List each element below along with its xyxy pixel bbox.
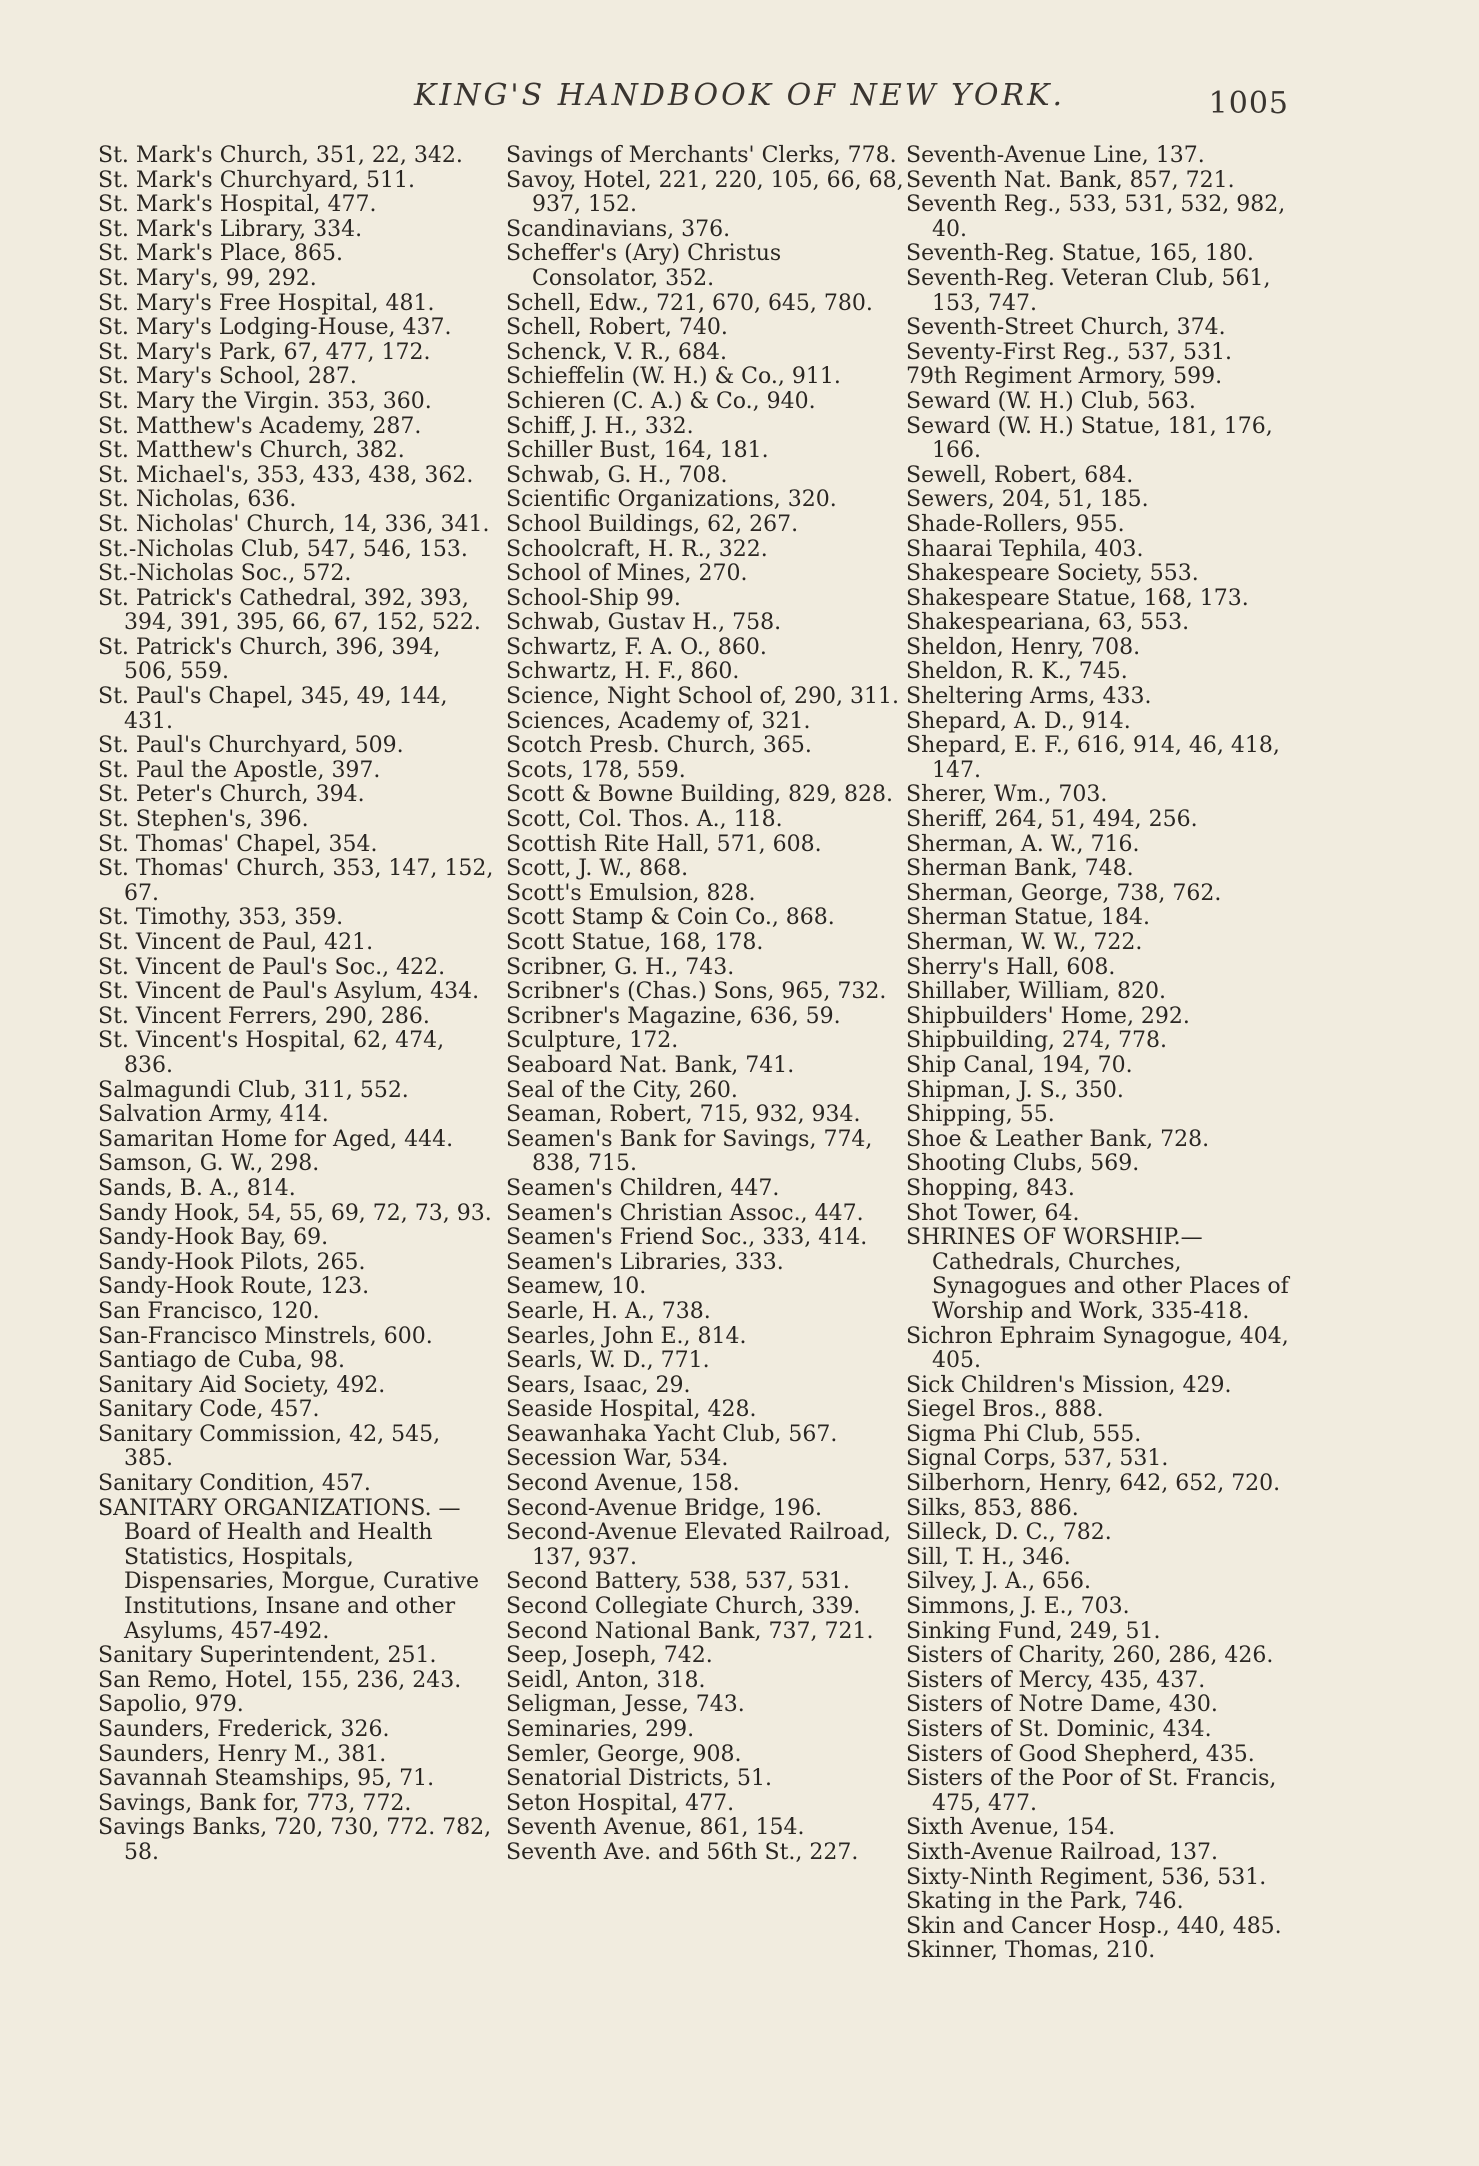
index-entry: St. Mark's Hospital, 477. <box>98 192 377 218</box>
index-entry: SHRINES OF WORSHIP.— Cathedrals, Churches, Synagogues and other Places of Worship and Work, 335-418. <box>906 1225 1289 1324</box>
index-entry: Sixth-Avenue Railroad, 137. <box>906 1839 1218 1865</box>
running-title: KING'S HANDBOOK OF NEW YORK. <box>413 78 1066 113</box>
index-entry: St. Timothy, 353, 359. <box>98 905 344 931</box>
index-entry: St. Patrick's Church, 396, 394, 506, 559. <box>98 634 441 685</box>
index-entry: Schieffelin (W. H.) & Co., 911. <box>506 364 841 390</box>
index-entry: St. Vincent's Hospital, 62, 474, 836. <box>98 1028 445 1078</box>
index-entry: Seminaries, 299. <box>506 1717 695 1742</box>
index-entry: Schiller Bust, 164, 181. <box>506 438 769 464</box>
index-entry: Sherer, Wm., 703. <box>906 782 1108 808</box>
index-entry: Seton Hospital, 477. <box>506 1790 735 1816</box>
index-entry: Scott Stamp & Coin Co., 868. <box>506 905 835 931</box>
index-entry: Skin and Cancer Hosp., 440, 485. <box>906 1913 1282 1939</box>
index-entry: St. Paul the Apostle, 397. <box>98 757 381 783</box>
index-entry: Silleck, D. C., 782. <box>906 1520 1112 1546</box>
index-entry: Seaboard Nat. Bank, 741. <box>506 1052 795 1078</box>
index-entry: Scribner's Magazine, 636, 59. <box>506 1003 841 1029</box>
index-entry: St. Patrick's Cathedral, 392, 393, 394, 391, 395, 66, 67, 152, 522. <box>98 585 481 636</box>
index-entry: Schiff, J. H., 332. <box>506 413 694 439</box>
index-entry: Seventh-Avenue Line, 137. <box>906 143 1205 168</box>
index-entry: Savannah Steamships, 95, 71. <box>98 1766 435 1792</box>
index-entry: Scribner's (Chas.) Sons, 965, 732. <box>506 979 887 1005</box>
index-entry: Shipbuilding, 274, 778. <box>906 1028 1168 1054</box>
index-entry: Sichron Ephraim Synagogue, 404, 405. <box>906 1323 1289 1374</box>
index-entry: San Francisco, 120. <box>98 1298 320 1324</box>
index-entry: Seventh Nat. Bank, 857, 721. <box>906 167 1235 193</box>
index-entry: Seventh Ave. and 56th St., 227. <box>506 1839 859 1865</box>
index-entry: Sinking Fund, 249, 51. <box>906 1618 1161 1644</box>
index-entry: Sanitary Condition, 457. <box>98 1471 371 1497</box>
index-entry: St. Nicholas' Church, 14, 336, 341. <box>98 511 490 537</box>
index-entry: St. Vincent Ferrers, 290, 286. <box>98 1003 430 1029</box>
index-entry: St. Matthew's Church, 382. <box>98 438 405 464</box>
index-entry: Sandy-Hook Bay, 69. <box>98 1225 329 1251</box>
index-entry: Sigma Phi Club, 555. <box>906 1421 1142 1447</box>
index-entry: Sisters of Notre Dame, 430. <box>906 1692 1218 1718</box>
index-entry: St. Vincent de Paul's Asylum, 434. <box>98 979 480 1005</box>
index-entry: St. Mary's Lodging-House, 437. <box>98 315 452 341</box>
index-entry: Shipbuilders' Home, 292. <box>906 1003 1190 1029</box>
index-entry: Silks, 853, 886. <box>906 1495 1079 1521</box>
index-entry: San Remo, Hotel, 155, 236, 243. <box>98 1667 462 1693</box>
index-entry: St. Mark's Church, 351, 22, 342. <box>98 143 463 168</box>
index-entry: Santiago de Cuba, 98. <box>98 1348 345 1374</box>
index-entry: Sapolio, 979. <box>98 1692 244 1718</box>
index-entry: Seaman, Robert, 715, 932, 934. <box>506 1102 861 1128</box>
page-number: 1005 <box>1208 86 1289 121</box>
index-entry: Board of Health and Health Statistics, Hospitals, Dispensaries, Morgue, Curative Institutions, Insane and other Asylums, 457-492. <box>124 1520 479 1644</box>
index-entry: Silvey, J. A., 656. <box>906 1569 1092 1595</box>
index-entry: St. Vincent de Paul's Soc., 422. <box>98 954 446 980</box>
index-entry: Second Battery, 538, 537, 531. <box>506 1569 850 1595</box>
index-entry: Sanitary Aid Society, 492. <box>98 1372 386 1398</box>
index-entry: Savoy, Hotel, 221, 220, 105, 66, 68, 937, 152. <box>506 167 904 218</box>
index-entry: Shepard, A. D., 914. <box>906 708 1131 734</box>
index-columns <box>0 144 1479 2044</box>
index-entry: Seligman, Jesse, 743. <box>506 1692 745 1718</box>
index-entry: Sherman Bank, 748. <box>906 856 1134 882</box>
index-entry: School-Ship 99. <box>506 585 681 611</box>
index-entry: Sculpture, 172. <box>506 1028 679 1054</box>
index-entry: Second-Avenue Elevated Railroad, 137, 937. <box>506 1520 891 1570</box>
index-entry: Searls, W. D., 771. <box>506 1348 710 1374</box>
index-entry: Seaside Hospital, 428. <box>506 1397 757 1423</box>
index-entry: Shakespeariana, 63, 553. <box>906 610 1190 636</box>
index-entry: Seamen's Libraries, 333. <box>506 1249 784 1275</box>
index-entry: San-Francisco Minstrels, 600. <box>98 1323 433 1349</box>
index-entry: St. Paul's Chapel, 345, 49, 144, 431. <box>98 684 448 734</box>
index-entry: Second Collegiate Church, 339. <box>506 1594 861 1620</box>
index-entry: Seamen's Children, 447. <box>506 1175 780 1201</box>
index-entry: Sixty-Ninth Regiment, 536, 531. <box>906 1864 1267 1890</box>
index-entry: Schell, Robert, 740. <box>506 315 728 341</box>
index-entry: Scott & Bowne Building, 829, 828. <box>506 782 894 808</box>
index-entry: Shade-Rollers, 955. <box>906 511 1125 537</box>
index-entry: Science, Night School of, 290, 311. <box>506 684 899 710</box>
index-entry: St. Mary's, 99, 292. <box>98 265 317 291</box>
index-entry: Sanitary Code, 457. <box>98 1397 320 1423</box>
index-entry: School of Mines, 270. <box>506 561 748 587</box>
index-entry: Sands, B. A., 814. <box>98 1175 296 1201</box>
index-entry: Sisters of Good Shepherd, 435. <box>906 1741 1255 1767</box>
index-entry: Sandy-Hook Route, 123. <box>98 1274 370 1300</box>
index-entry: Sixth Avenue, 154. <box>906 1815 1116 1841</box>
index-entry: Salvation Army, 414. <box>98 1102 329 1128</box>
index-entry: Sheltering Arms, 433. <box>906 684 1152 710</box>
index-entry: Shillaber, William, 820. <box>906 979 1166 1005</box>
index-entry: St. Paul's Churchyard, 509. <box>98 733 404 759</box>
index-entry: Shakespeare Statue, 168, 173. <box>906 585 1249 611</box>
index-entry: St. Mark's Place, 865. <box>98 241 343 267</box>
index-entry: St. Mary's Park, 67, 477, 172. <box>98 339 431 365</box>
index-entry: Schieren (C. A.) & Co., 940. <box>506 388 816 414</box>
index-entry: Second National Bank, 737, 721. <box>506 1618 874 1644</box>
index-entry: Scott, Col. Thos. A., 118. <box>506 807 783 833</box>
index-entry: Seventh-Reg. Veteran Club, 561, 153, 747. <box>906 265 1271 316</box>
index-entry: St. Nicholas, 636. <box>98 487 297 513</box>
index-entry: Scandinavians, 376. <box>506 216 731 242</box>
index-entry: Schell, Edw., 721, 670, 645, 780. <box>506 290 873 316</box>
index-entry: Scientific Organizations, 320. <box>506 487 837 513</box>
index-entry: Seventh Reg., 533, 531, 532, 982, 40. <box>906 192 1286 242</box>
index-entry: Savings Banks, 720, 730, 772. 782, 58. <box>98 1815 492 1865</box>
index-entry: Sherman Statue, 184. <box>906 905 1150 931</box>
index-entry: St. Mary the Virgin. 353, 360. <box>98 388 432 414</box>
index-entry: Sisters of the Poor of St. Francis, 475, 477. <box>906 1766 1277 1816</box>
index-entry: Scott's Emulsion, 828. <box>506 880 756 906</box>
index-entry: Scott Statue, 168, 178. <box>506 930 764 955</box>
index-entry: St. Mark's Churchyard, 511. <box>98 167 416 193</box>
index-entry: Seawanhaka Yacht Club, 567. <box>506 1421 838 1447</box>
index-entry: Schwab, G. H., 708. <box>506 462 728 488</box>
index-entry: Scheffer's (Ary) Christus Consolator, 352. <box>506 241 782 291</box>
index-entry: Seidl, Anton, 318. <box>506 1667 706 1693</box>
index-entry: Siegel Bros., 888. <box>906 1397 1104 1423</box>
index-entry: Saunders, Henry M., 381. <box>98 1741 387 1767</box>
index-entry: Second Avenue, 158. <box>506 1471 740 1497</box>
index-entry: Seamen's Friend Soc., 333, 414. <box>506 1225 868 1251</box>
index-column-1 <box>98 144 496 1866</box>
index-entry: Scots, 178, 559. <box>506 757 686 783</box>
index-entry: St. Peter's Church, 394. <box>98 782 365 808</box>
index-entry: Savings of Merchants' Clerks, 778. <box>506 143 897 168</box>
index-entry: Shopping, 843. <box>906 1175 1075 1201</box>
index-entry: Samson, G. W., 298. <box>98 1151 320 1177</box>
index-entry: St. Matthew's Academy, 287. <box>98 413 422 439</box>
index-entry: Shoe & Leather Bank, 728. <box>906 1126 1210 1152</box>
index-entry: Sherman, W. W., 722. <box>906 930 1143 955</box>
index-entry: Seventh-Reg. Statue, 165, 180. <box>906 241 1254 267</box>
index-entry: Sears, Isaac, 29. <box>506 1372 691 1398</box>
index-entry: St. Thomas' Chapel, 354. <box>98 831 378 857</box>
index-entry: Schwartz, F. A. O., 860. <box>506 634 767 660</box>
index-entry: Seventh-Street Church, 374. <box>906 315 1226 341</box>
index-entry: St. Thomas' Church, 353, 147, 152, 67. <box>98 856 494 906</box>
index-entry: Sisters of St. Dominic, 434. <box>906 1717 1212 1742</box>
index-entry: Saunders, Frederick, 326. <box>98 1717 390 1742</box>
index-entry: Sisters of Charity, 260, 286, 426. <box>906 1643 1274 1669</box>
index-entry: Seamen's Christian Assoc., 447. <box>506 1200 864 1226</box>
index-entry: Schenck, V. R., 684. <box>506 339 727 365</box>
index-entry: Sill, T. H., 346. <box>906 1544 1071 1570</box>
index-entry: Silberhorn, Henry, 642, 652, 720. <box>906 1471 1281 1497</box>
index-entry: Seamen's Bank for Savings, 774, 838, 715. <box>506 1126 873 1177</box>
index-entry: Sciences, Academy of, 321. <box>506 708 811 734</box>
index-entry: 79th Regiment Armory, 599. <box>906 364 1223 390</box>
index-entry: Salmagundi Club, 311, 552. <box>98 1077 409 1103</box>
index-entry: St. Mary's Free Hospital, 481. <box>98 290 435 316</box>
index-entry: Shipman, J. S., 350. <box>906 1077 1124 1103</box>
index-entry: Sisters of Mercy, 435, 437. <box>906 1667 1206 1693</box>
index-entry: Sheriff, 264, 51, 494, 256. <box>906 807 1198 833</box>
index-entry: St. Mary's School, 287. <box>98 364 357 390</box>
index-entry: Secession War, 534. <box>506 1446 729 1472</box>
index-entry: Seventh Avenue, 861, 154. <box>506 1815 805 1841</box>
index-entry: Shepard, E. F., 616, 914, 46, 418, 147. <box>906 733 1280 783</box>
index-entry: Seamew, 10. <box>506 1274 647 1300</box>
index-entry: Shakespeare Society, 553. <box>906 561 1199 587</box>
index-entry: Samaritan Home for Aged, 444. <box>98 1126 454 1152</box>
index-entry: Schwartz, H. F., 860. <box>506 659 740 685</box>
index-entry: Sheldon, R. K., 745. <box>906 659 1128 685</box>
index-entry: Sick Children's Mission, 429. <box>906 1372 1232 1398</box>
index-entry: Searles, John E., 814. <box>506 1323 747 1349</box>
index-entry: Semler, George, 908. <box>506 1741 742 1767</box>
index-entry: St. Mark's Library, 334. <box>98 216 363 242</box>
index-entry: Ship Canal, 194, 70. <box>906 1052 1133 1078</box>
index-entry: Skinner, Thomas, 210. <box>906 1938 1156 1964</box>
index-entry: Simmons, J. E., 703. <box>906 1594 1130 1620</box>
index-entry: St.-Nicholas Soc., 572. <box>98 561 352 587</box>
index-entry: St. Vincent de Paul, 421. <box>98 930 374 955</box>
index-entry: Sandy-Hook Pilots, 265. <box>98 1249 366 1275</box>
index-column-2 <box>506 144 904 1866</box>
index-entry: Shot Tower, 64. <box>906 1200 1080 1226</box>
index-entry: Seventy-First Reg., 537, 531. <box>906 339 1232 365</box>
index-entry: Skating in the Park, 746. <box>906 1889 1184 1915</box>
index-entry: Seward (W. H.) Club, 563. <box>906 388 1196 414</box>
index-entry: Sheldon, Henry, 708. <box>906 634 1141 660</box>
index-entry: St. Stephen's, 396. <box>98 807 309 833</box>
index-entry: Shooting Clubs, 569. <box>906 1151 1140 1177</box>
index-entry: Second-Avenue Bridge, 196. <box>506 1495 823 1521</box>
index-entry: Scottish Rite Hall, 571, 608. <box>506 831 822 857</box>
index-entry: Sanitary Commission, 42, 545, 385. <box>98 1421 441 1472</box>
index-entry: School Buildings, 62, 267. <box>506 511 799 537</box>
index-entry: Scribner, G. H., 743. <box>506 954 735 980</box>
index-entry: Sherman, A. W., 716. <box>906 831 1140 857</box>
index-entry: Signal Corps, 537, 531. <box>906 1446 1169 1472</box>
index-entry: St.-Nicholas Club, 547, 546, 153. <box>98 536 468 562</box>
index-entry: Schoolcraft, H. R., 322. <box>506 536 768 562</box>
index-column-3 <box>906 144 1306 1964</box>
index-entry: Schwab, Gustav H., 758. <box>506 610 782 636</box>
index-entry: Seal of the City, 260. <box>506 1077 738 1103</box>
index-entry: Shipping, 55. <box>906 1102 1055 1128</box>
index-entry: Shaarai Tephila, 403. <box>906 536 1144 562</box>
index-entry: SANITARY ORGANIZATIONS. — <box>98 1495 461 1521</box>
index-entry: Senatorial Districts, 51. <box>506 1766 772 1792</box>
index-entry: Savings, Bank for, 773, 772. <box>98 1790 412 1816</box>
index-entry: Sewers, 204, 51, 185. <box>906 487 1149 513</box>
index-entry: St. Michael's, 353, 433, 438, 362. <box>98 462 474 488</box>
index-entry: Sandy Hook, 54, 55, 69, 72, 73, 93. <box>98 1200 492 1226</box>
index-entry: Seep, Joseph, 742. <box>506 1643 713 1669</box>
index-entry: Sanitary Superintendent, 251. <box>98 1643 437 1669</box>
index-entry: Sewell, Robert, 684. <box>906 462 1134 488</box>
index-entry: Seward (W. H.) Statue, 181, 176, 166. <box>906 413 1273 464</box>
index-entry: Searle, H. A., 738. <box>506 1298 711 1324</box>
index-entry: Scotch Presb. Church, 365. <box>506 733 812 759</box>
index-entry: Scott, J. W., 868. <box>506 856 689 882</box>
index-entry: Sherry's Hall, 608. <box>906 954 1116 980</box>
index-entry: Sherman, George, 738, 762. <box>906 880 1222 906</box>
